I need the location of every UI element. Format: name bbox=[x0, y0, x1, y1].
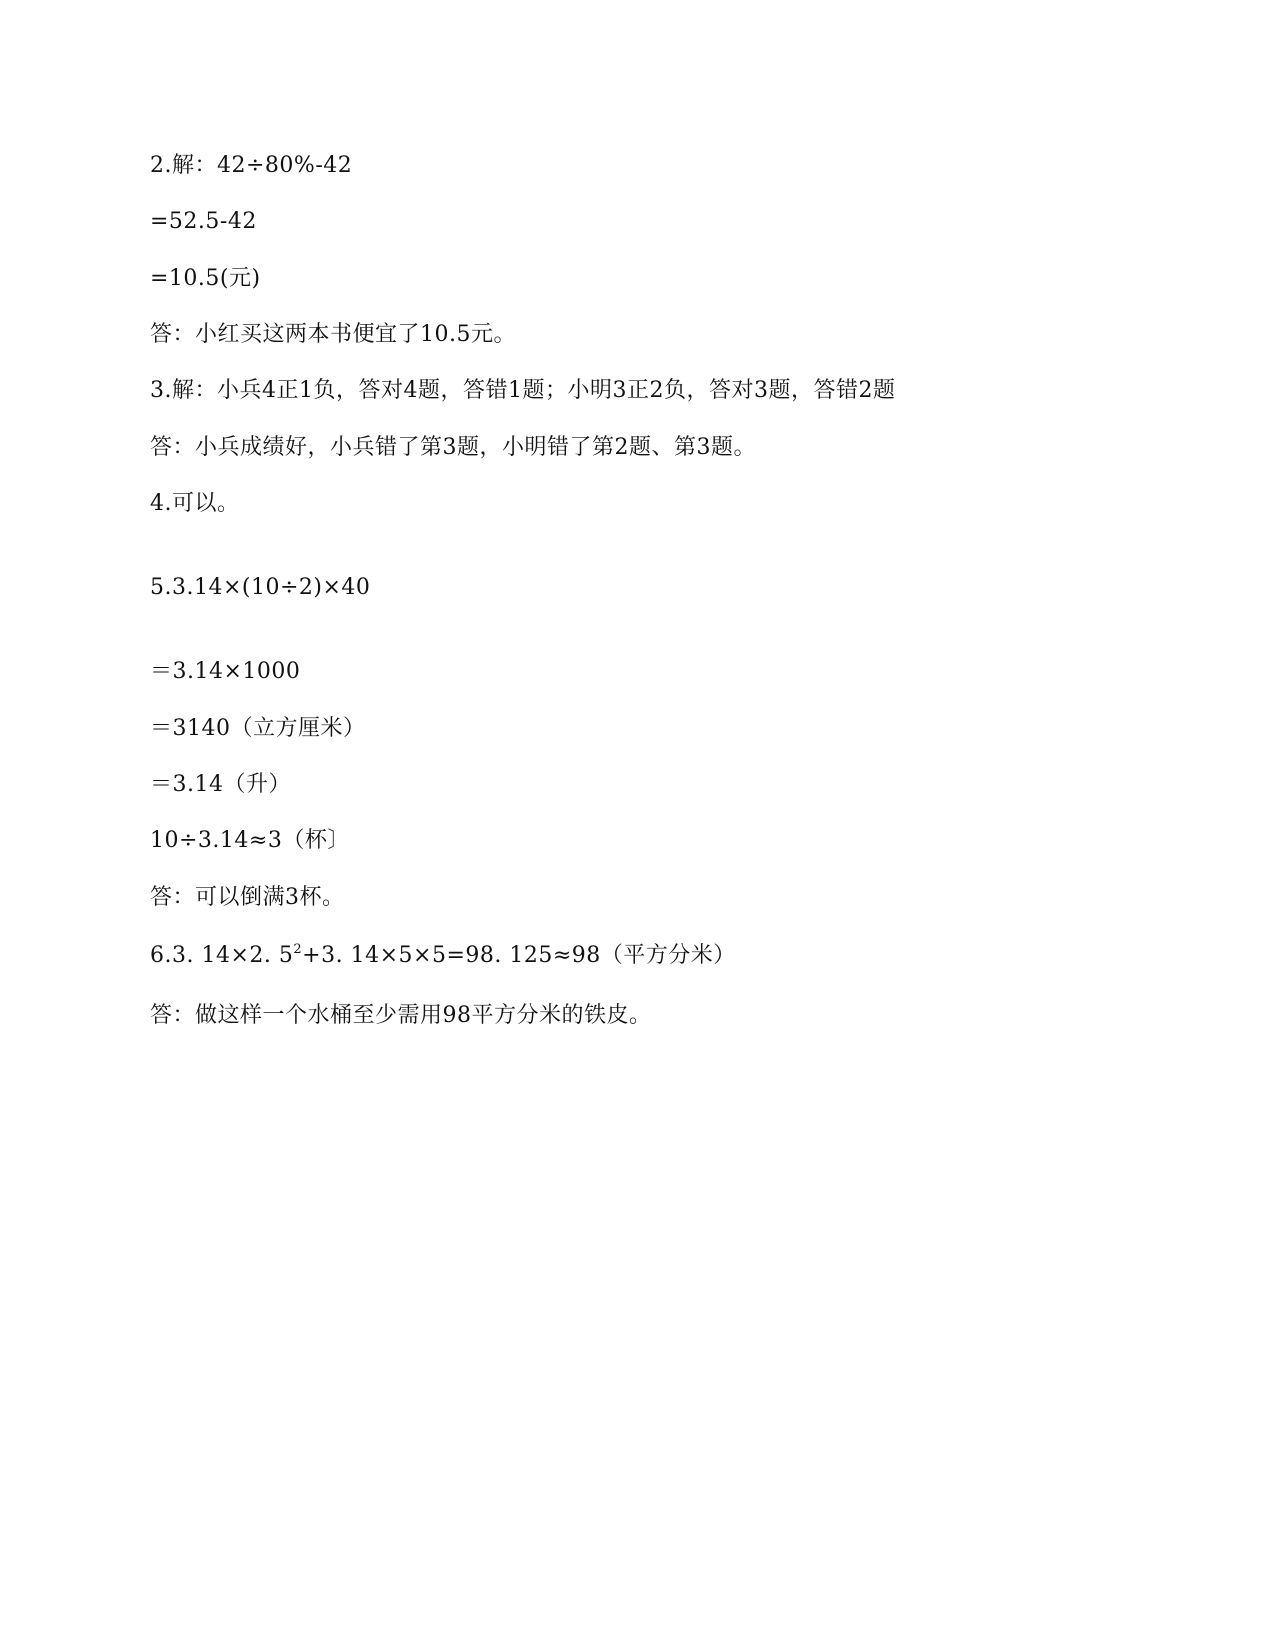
q5-step-line: ＝3.14×1000 bbox=[150, 659, 301, 684]
q4-answer: 4.可以。 bbox=[150, 491, 240, 516]
q5-cups-line: 10÷3.14≈3（杯〕 bbox=[150, 828, 350, 853]
q2-result-line: =10.5(元) bbox=[150, 266, 261, 291]
q6-expression-end: +3. 14×5×5=98. 125≈98（平方分米） bbox=[302, 943, 736, 968]
q6-square-superscript: 2 bbox=[293, 942, 303, 957]
q5-answer: 答：可以倒满3杯。 bbox=[150, 885, 345, 910]
q2-answer: 答：小红买这两本书便宜了10.5元。 bbox=[150, 322, 516, 347]
q5-liter-line: ＝3.14（升） bbox=[150, 772, 291, 797]
q5-expression-line: 5.3.14×(10÷2)×40 bbox=[150, 575, 371, 600]
q3-solution-line: 3.解：小兵4正1负，答对4题，答错1题；小明3正2负，答对3题，答错2题 bbox=[150, 378, 896, 403]
q6-expression-start: 6.3. 14×2. 5 bbox=[150, 943, 294, 968]
q6-expression-line bbox=[150, 941, 736, 971]
q6-answer: 答：做这样一个水桶至少需用98平方分米的铁皮。 bbox=[150, 1003, 652, 1028]
q2-solution-line: 2.解：42÷80%-42 bbox=[150, 153, 353, 178]
q2-step-line: =52.5-42 bbox=[150, 209, 257, 234]
q5-volume-line: ＝3140（立方厘米） bbox=[150, 716, 366, 741]
q3-answer: 答：小兵成绩好，小兵错了第3题，小明错了第2题、第3题。 bbox=[150, 435, 756, 460]
